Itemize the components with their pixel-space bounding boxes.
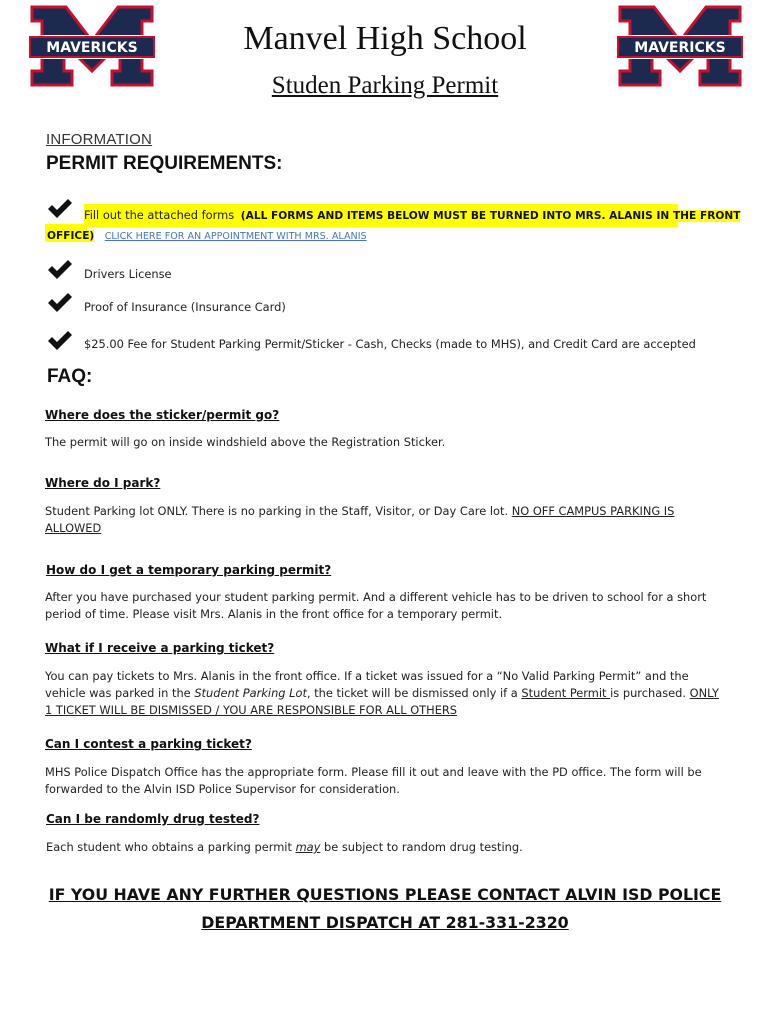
- faq-question: How do I get a temporary parking permit?: [46, 563, 332, 577]
- faq-question: Can I be randomly drug tested?: [46, 812, 260, 826]
- page-title: Manvel High School: [243, 20, 527, 57]
- faq-question: What if I receive a parking ticket?: [45, 641, 275, 655]
- requirement-item-fee: $25.00 Fee for Student Parking Permit/Sticker - Cash, Checks (made to MHS), and Credit Card are accepted: [84, 337, 696, 351]
- logo-text: MAVERICKS: [46, 40, 138, 56]
- requirement-item-forms-line2: [47, 226, 367, 244]
- checkmark-icon: [47, 330, 73, 352]
- checkmark-icon: [47, 198, 73, 220]
- faq-answer: Each student who obtains a parking permit may be subject to random drug testing.: [46, 840, 523, 854]
- faq-answer: MHS Police Dispatch Office has the appropriate form. Please fill it out and leave with the PD office. The form will be forwarded to the Alvin ISD Police Supervisor for consideration.: [45, 765, 702, 796]
- requirement-item-insurance: Proof of Insurance (Insurance Card): [84, 300, 286, 314]
- faq-answer: After you have purchased your student parking permit. And a different vehicle has to be driven to school for a short period of time. Please visit Mrs. Alanis in the front office for a temporary permit.: [45, 590, 707, 621]
- faq-heading: FAQ:: [47, 366, 93, 387]
- requirement-item-forms: Fill out the attached forms (ALL FORMS AND ITEMS BELOW MUST BE TURNED INTO MRS. ALANIS IN THE FRONT: [84, 208, 741, 222]
- faq-question: Where do I park?: [45, 476, 161, 490]
- requirements-heading: PERMIT REQUIREMENTS:: [46, 153, 283, 174]
- faq-answer: Student Parking lot ONLY. There is no parking in the Staff, Visitor, or Day Care lot. NO OFF CAMPUS PARKING IS ALLOWED: [45, 504, 675, 535]
- requirement-highlight-office: OFFICE): [47, 230, 95, 242]
- requirement-highlight: (ALL FORMS AND ITEMS BELOW MUST BE TURNED INTO MRS. ALANIS IN THE FRONT: [240, 210, 741, 222]
- faq-question: Where does the sticker/permit go?: [45, 408, 280, 422]
- faq-question: Can I contest a parking ticket?: [45, 737, 252, 751]
- faq-answer: You can pay tickets to Mrs. Alanis in the front office. If a ticket was issued for a “No Valid Parking Permit” and the vehicle was parked in the Student Parking Lot, the ticket will be dismissed only if a Student Permit is purchased. ONLY 1 TICKET WILL BE DISMISSED / YOU ARE RESPONSIBLE FOR ALL OTHERS: [45, 669, 719, 717]
- contact-footer-line1: IF YOU HAVE ANY FURTHER QUESTIONS PLEASE CONTACT ALVIN ISD POLICE: [48, 885, 722, 904]
- contact-footer-line2: DEPARTMENT DISPATCH AT 281-331-2320: [201, 913, 569, 932]
- logo-text: MAVERICKS: [634, 40, 726, 56]
- requirement-item-license: Drivers License: [84, 267, 172, 281]
- checkmark-icon: [47, 259, 73, 281]
- information-label: INFORMATION: [46, 131, 153, 148]
- faq-answer: The permit will go on inside windshield above the Registration Sticker.: [45, 435, 446, 449]
- checkmark-icon: [47, 292, 73, 314]
- appointment-link[interactable]: CLICK HERE FOR AN APPOINTMENT WITH MRS. ALANIS: [104, 231, 367, 242]
- page-subtitle: Studen Parking Permit: [271, 72, 499, 99]
